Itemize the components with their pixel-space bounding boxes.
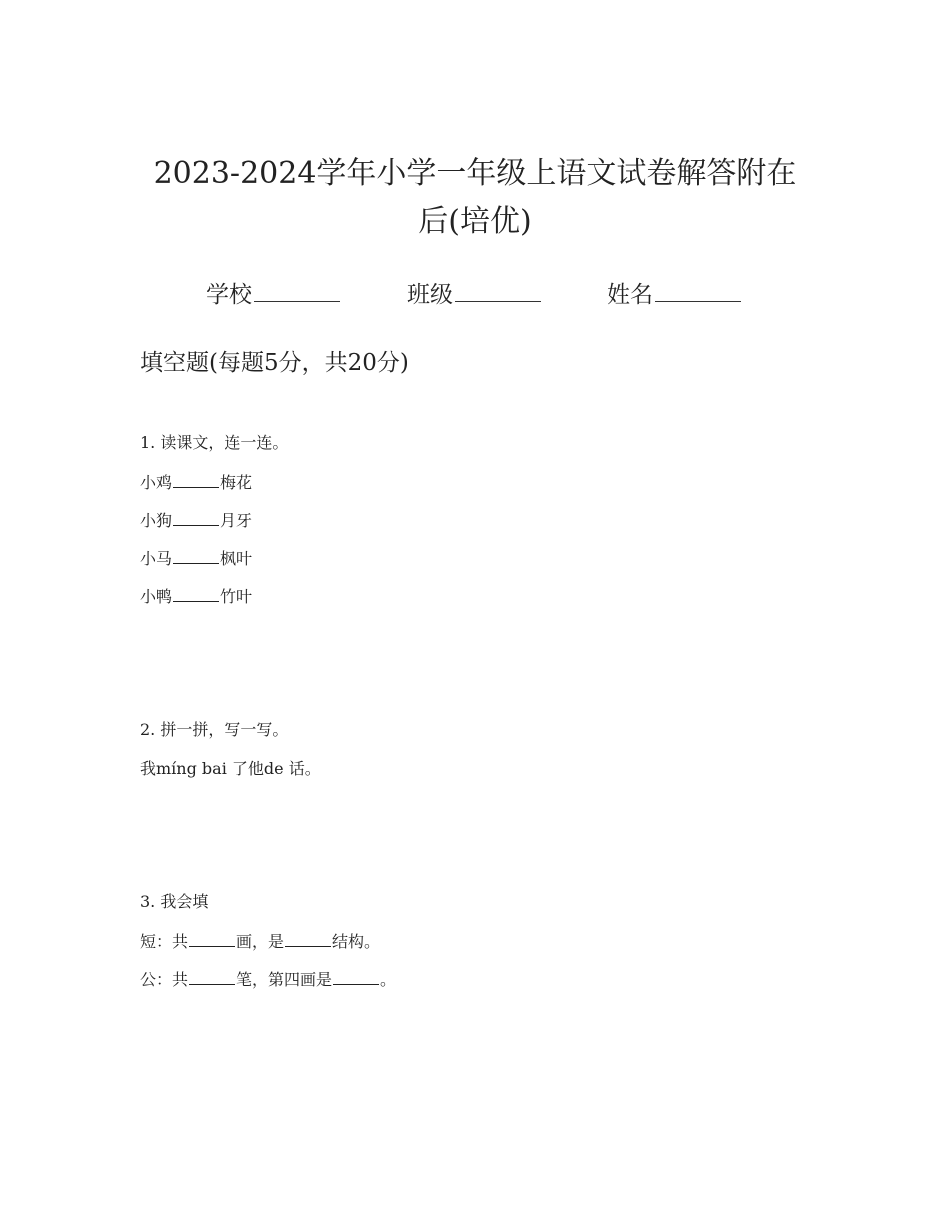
q3-line-1-part-a: 短：共 [140, 932, 189, 951]
q3-line-2-part-a: 公：共 [140, 970, 189, 989]
q3-line-2-part-b: 笔，第四画是 [236, 970, 333, 989]
q3-blank[interactable] [333, 968, 379, 985]
q3-line-2-part-c: 。 [380, 970, 397, 989]
q1-row-left: 小鸡 [140, 473, 173, 492]
q1-blank[interactable] [173, 471, 219, 488]
q3-line-1-part-c: 结构。 [332, 932, 381, 951]
q3-line-1-part-b: 画，是 [236, 932, 285, 951]
q3-heading: 3. 我会填 [140, 892, 209, 911]
school-field [206, 276, 340, 309]
q1-heading: 1. 读课文，连一连。 [140, 433, 289, 452]
name-field [607, 276, 741, 309]
class-label: 班级 [407, 282, 453, 308]
name-blank[interactable] [655, 279, 741, 302]
section-title: 填空题(每题5分，共20分) [140, 350, 409, 376]
q3-blank[interactable] [189, 930, 235, 947]
q3-blank[interactable] [285, 930, 331, 947]
school-label: 学校 [206, 282, 252, 308]
q2-heading: 2. 拼一拼，写一写。 [140, 720, 289, 739]
q1-row-right: 枫叶 [220, 549, 253, 568]
class-field [407, 276, 541, 309]
q1-row-right: 月牙 [220, 511, 253, 530]
q1-blank[interactable] [173, 585, 219, 602]
q1-row [140, 471, 252, 494]
school-blank[interactable] [254, 279, 340, 302]
q2-line: 我míng bai 了他de 话。 [140, 759, 321, 778]
q3-line-2 [140, 968, 396, 991]
q1-blank[interactable] [173, 509, 219, 526]
q1-row-right: 竹叶 [220, 587, 253, 606]
q1-row [140, 509, 252, 532]
title-line-2: 后(培优) [418, 204, 532, 239]
document-title [120, 150, 830, 246]
q1-blank[interactable] [173, 547, 219, 564]
name-label: 姓名 [607, 282, 653, 308]
student-info-row [0, 276, 950, 312]
q1-row [140, 585, 252, 608]
q1-row [140, 547, 252, 570]
title-line-1: 2023-2024学年小学一年级上语文试卷解答附在 [153, 156, 797, 191]
q3-line-1 [140, 930, 380, 953]
q1-row-left: 小狗 [140, 511, 173, 530]
q1-row-right: 梅花 [220, 473, 253, 492]
q1-row-left: 小鸭 [140, 587, 173, 606]
class-blank[interactable] [455, 279, 541, 302]
q3-blank[interactable] [189, 968, 235, 985]
q1-row-left: 小马 [140, 549, 173, 568]
